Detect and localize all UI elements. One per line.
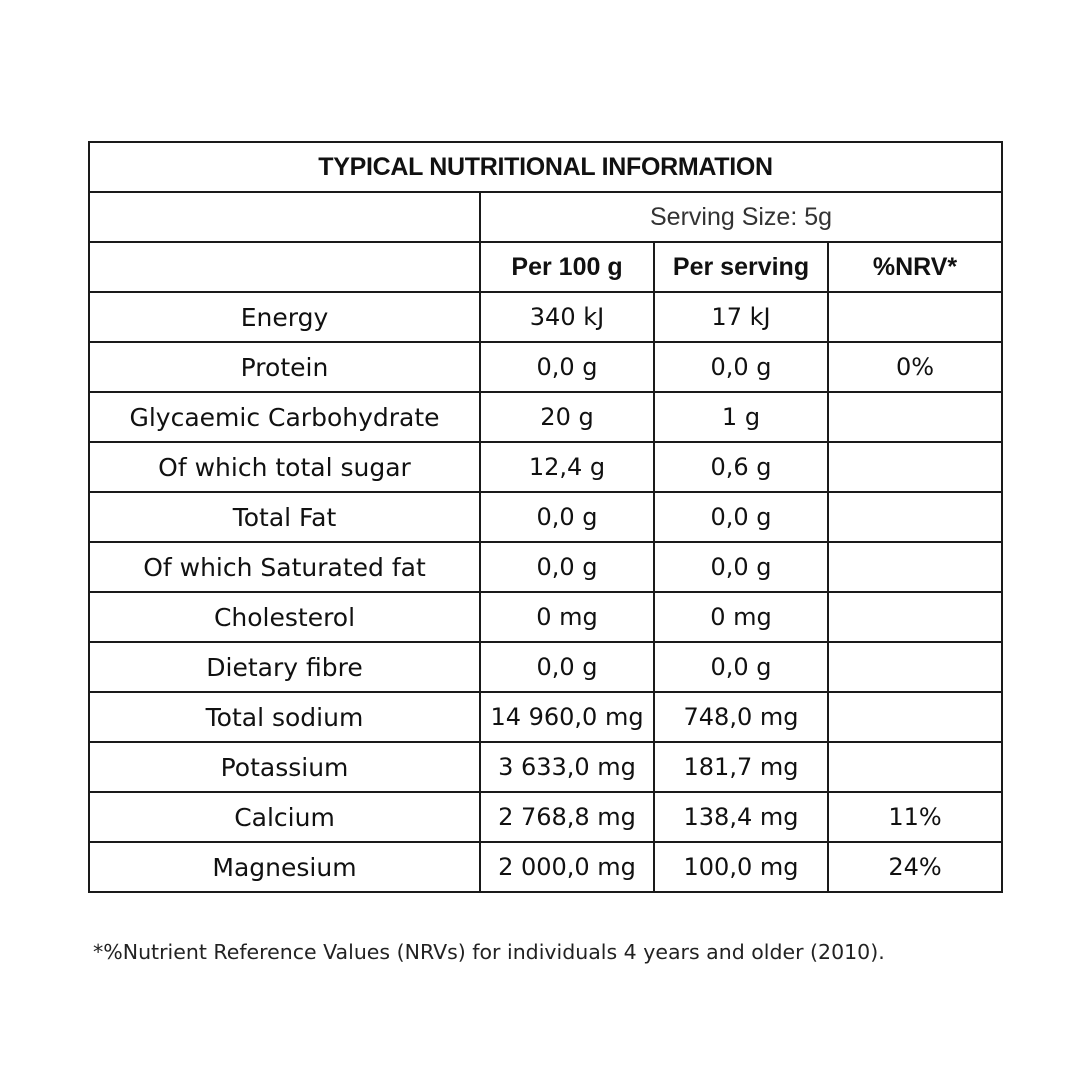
per-100g-value: 2 768,8 mg [480,792,654,842]
per-serving-value: 138,4 mg [654,792,828,842]
per-100g-value: 0,0 g [480,342,654,392]
per-serving-value: 1 g [654,392,828,442]
nutrient-name: Of which total sugar [89,442,480,492]
table-row [89,742,1002,792]
column-header-per-100g: Per 100 g [480,242,654,292]
nutrient-name: Energy [89,292,480,342]
per-100g-value: 20 g [480,392,654,442]
table-title: TYPICAL NUTRITIONAL INFORMATION [89,142,1002,192]
title-row [89,142,1002,192]
per-100g-value: 0,0 g [480,542,654,592]
table-row [89,692,1002,742]
per-serving-value: 0,0 g [654,342,828,392]
column-header-nrv: %NRV* [828,242,1002,292]
per-serving-value: 748,0 mg [654,692,828,742]
per-100g-value: 340 kJ [480,292,654,342]
table-row [89,392,1002,442]
per-100g-value: 0,0 g [480,642,654,692]
nutrient-name: Of which Saturated fat [89,542,480,592]
empty-cell [89,242,480,292]
nrv-value [828,592,1002,642]
nrv-value: 0% [828,342,1002,392]
column-header-per-serving: Per serving [654,242,828,292]
nrv-value [828,642,1002,692]
per-serving-value: 0,0 g [654,492,828,542]
per-100g-value: 3 633,0 mg [480,742,654,792]
column-header-row [89,242,1002,292]
table-row [89,342,1002,392]
per-100g-value: 2 000,0 mg [480,842,654,892]
empty-cell [89,192,480,242]
serving-size-row [89,192,1002,242]
nutrient-name: Total Fat [89,492,480,542]
per-100g-value: 0 mg [480,592,654,642]
per-serving-value: 0,6 g [654,442,828,492]
nutrient-name: Dietary fibre [89,642,480,692]
per-serving-value: 0 mg [654,592,828,642]
serving-size: Serving Size: 5g [480,192,1002,242]
per-100g-value: 14 960,0 mg [480,692,654,742]
table-row [89,842,1002,892]
table-row [89,792,1002,842]
nrv-value: 24% [828,842,1002,892]
nrv-value [828,292,1002,342]
nutrient-name: Potassium [89,742,480,792]
table-row [89,442,1002,492]
nutrient-name: Protein [89,342,480,392]
nrv-value [828,442,1002,492]
nrv-value [828,392,1002,442]
nutrient-name: Total sodium [89,692,480,742]
per-serving-value: 17 kJ [654,292,828,342]
per-100g-value: 12,4 g [480,442,654,492]
table-row [89,292,1002,342]
per-100g-value: 0,0 g [480,492,654,542]
table-row [89,642,1002,692]
per-serving-value: 181,7 mg [654,742,828,792]
nrv-value: 11% [828,792,1002,842]
nrv-value [828,492,1002,542]
per-serving-value: 100,0 mg [654,842,828,892]
nutrition-table [88,141,1003,893]
nrv-value [828,542,1002,592]
table-row [89,492,1002,542]
footnote: *%Nutrient Reference Values (NRVs) for individuals 4 years and older (2010). [93,940,885,964]
nutrient-name: Calcium [89,792,480,842]
nutrient-name: Magnesium [89,842,480,892]
table-row [89,592,1002,642]
table-row [89,542,1002,592]
nutrient-name: Cholesterol [89,592,480,642]
per-serving-value: 0,0 g [654,642,828,692]
nrv-value [828,742,1002,792]
nutrient-name: Glycaemic Carbohydrate [89,392,480,442]
nrv-value [828,692,1002,742]
per-serving-value: 0,0 g [654,542,828,592]
